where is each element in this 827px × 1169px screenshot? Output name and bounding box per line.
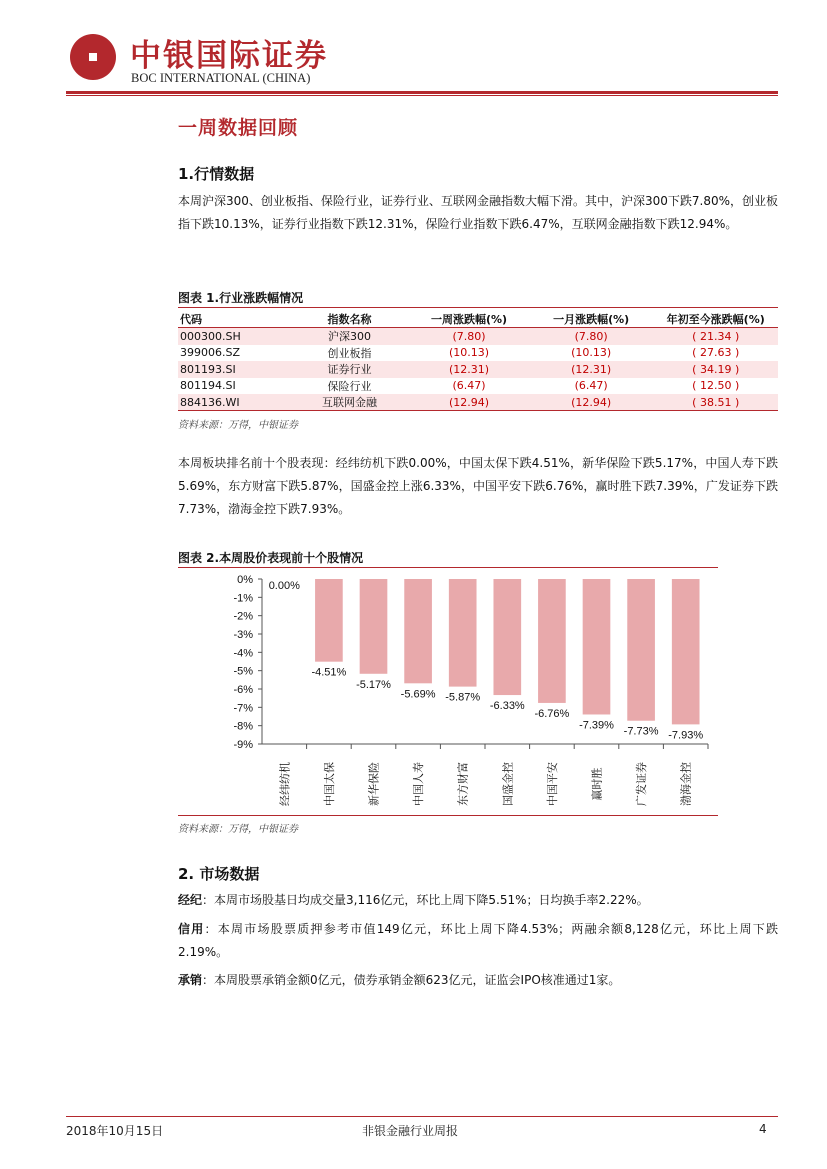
brokerage-text: ：本周市场股基日均成交量3,116亿元，环比上周下降5.51%；日均换手率2.22%。 [202, 893, 649, 907]
table-row [178, 378, 778, 395]
category-label: 广发证券 [635, 762, 649, 806]
cell-code: 884136.WI [178, 394, 290, 411]
bar [538, 579, 566, 703]
cell-code: 801193.SI [178, 361, 290, 378]
col-header-week: 一周涨跌幅(%) [409, 310, 529, 328]
cell-week: (6.47) [452, 379, 486, 393]
category-label: 新华保险 [367, 762, 381, 806]
y-tick-label: -1% [233, 592, 253, 605]
section-title: 一周数据回顾 [178, 117, 299, 139]
data-label: -7.73% [623, 725, 659, 738]
cell-code: 399006.SZ [180, 346, 241, 360]
brand-name-en: BOC INTERNATIONAL (CHINA) [131, 71, 311, 85]
data-label: -7.93% [668, 729, 704, 742]
footer-page-number: 4 [759, 1122, 767, 1136]
bar [449, 579, 477, 687]
cell-code: 000300.SH [178, 328, 290, 345]
market-heading: 1.行情数据 [178, 165, 255, 183]
table-row [178, 345, 778, 362]
cell-ytd: ( 38.51 ) [653, 394, 778, 411]
cell-name: 保险行业 [327, 379, 372, 393]
industry-change-table [178, 310, 778, 411]
category-label: 中国平安 [545, 762, 559, 806]
cell-name: 互联网金融 [290, 394, 410, 411]
data-label: -7.39% [579, 719, 614, 732]
cell-ytd: ( 12.50 ) [692, 379, 740, 393]
table-row [178, 394, 778, 411]
category-label: 渤海金控 [679, 762, 693, 806]
data-label: -6.33% [489, 700, 525, 713]
category-label: 中国人寿 [412, 762, 426, 806]
bar [627, 579, 655, 721]
data-label: -5.17% [356, 678, 391, 691]
category-label: 赢时胜 [590, 767, 604, 801]
cell-ytd: ( 21.34 ) [653, 328, 778, 345]
cell-week: (12.94) [409, 394, 529, 411]
footer-date: 2018年10月15日 [66, 1124, 164, 1138]
cell-month: (7.80) [529, 328, 654, 345]
data-label: -4.51% [311, 666, 347, 679]
chart-bottom-rule [178, 815, 718, 816]
credit-text: ：本周市场股票质押参考市值149亿元，环比上周下降4.53%；两融余额8,128亿元，环比上周下跌2.19%。 [178, 922, 778, 959]
data-label: 0.00% [268, 580, 300, 592]
bar [404, 579, 432, 683]
credit-paragraph [178, 918, 778, 964]
cell-week: (10.13) [449, 346, 490, 360]
y-tick-label: -7% [233, 702, 253, 715]
bar [360, 579, 388, 674]
chart-source: 资料来源：万得，中银证券 [178, 824, 298, 835]
market-paragraph: 本周沪深300、创业板指、保险行业，证券行业、互联网金融指数大幅下滑。其中，沪深300下跌7.80%，创业板指下跌10.13%，证券行业指数下跌12.31%，保险行业指数下跌6.47%，互联网金融指数下跌12.94%。 [178, 194, 778, 231]
table1-bottom-rule [178, 410, 778, 411]
category-label: 经纬纺机 [278, 762, 292, 806]
data-label: -5.87% [445, 691, 481, 704]
data-label: -6.76% [534, 707, 570, 720]
cell-month: (12.31) [529, 361, 654, 378]
y-tick-label: -5% [233, 665, 253, 678]
table1-source: 资料来源：万得，中银证券 [178, 420, 298, 431]
bar [583, 579, 611, 714]
underwriting-paragraph [178, 969, 778, 992]
credit-label: 信用 [178, 922, 205, 936]
brand-name-cn: 中银国际证券 [130, 38, 328, 74]
table-row [178, 328, 778, 345]
footer-report-name: 非银金融行业周报 [362, 1124, 459, 1138]
stocks-paragraph: 本周板块排名前十个股表现：经纬纺机下跌0.00%，中国太保下跌4.51%，新华保险下跌5.17%，中国人寿下跌5.69%，东方财富下跌5.87%，国盛金控上涨6.33%，中国平安下跌6.76%，赢时胜下跌7.39%，广发证券下跌7.73%，渤海金控下跌7.93%。 [178, 456, 778, 516]
bar [315, 579, 343, 662]
brokerage-label: 经纪 [178, 893, 203, 907]
y-tick-label: -4% [233, 647, 253, 660]
underwriting-label: 承销 [178, 973, 203, 987]
col-header-name: 指数名称 [290, 310, 410, 328]
table-row [178, 361, 778, 378]
category-label: 国盛金控 [501, 762, 515, 806]
table1-top-rule [178, 307, 778, 308]
y-tick-label: -2% [233, 610, 253, 623]
header-rule-thin [66, 95, 778, 96]
y-tick-label: -3% [233, 629, 253, 641]
y-tick-label: 0% [237, 574, 253, 586]
brokerage-paragraph [178, 889, 778, 912]
cell-week: (12.31) [409, 361, 529, 378]
chart-title: 图表 2.本周股价表现前十个股情况 [178, 551, 364, 565]
y-tick-label: -9% [233, 739, 253, 751]
company-logo [70, 34, 116, 80]
market-data-heading: 2. 市场数据 [178, 865, 260, 883]
header-rule [66, 91, 778, 94]
footer-rule [66, 1116, 778, 1117]
cell-name: 创业板指 [327, 346, 372, 360]
cell-name: 沪深300 [290, 328, 410, 345]
col-header-ytd: 年初至今涨跌幅(%) [653, 310, 778, 328]
cell-month: (10.13) [571, 346, 612, 360]
category-label: 东方财富 [456, 762, 470, 806]
table1-title: 图表 1.行业涨跌幅情况 [178, 291, 304, 305]
category-label: 中国太保 [322, 762, 336, 806]
cell-code: 801194.SI [180, 379, 236, 393]
cell-ytd: ( 27.63 ) [692, 346, 740, 360]
col-header-month: 一月涨跌幅(%) [529, 310, 654, 328]
bar [672, 579, 700, 724]
cell-name: 证券行业 [290, 361, 410, 378]
bar [493, 579, 521, 695]
col-header-code: 代码 [178, 310, 290, 328]
cell-ytd: ( 34.19 ) [653, 361, 778, 378]
data-label: -5.69% [400, 688, 436, 701]
top-ten-stocks-bar-chart [178, 568, 718, 813]
table-header-row [178, 310, 778, 328]
y-tick-label: -6% [233, 684, 253, 696]
cell-week: (7.80) [409, 328, 529, 345]
cell-month: (6.47) [574, 379, 608, 393]
underwriting-text: ：本周股票承销金额0亿元，债券承销金额623亿元，证监会IPO核准通过1家。 [202, 973, 621, 987]
y-tick-label: -8% [233, 720, 253, 733]
cell-month: (12.94) [529, 394, 654, 411]
